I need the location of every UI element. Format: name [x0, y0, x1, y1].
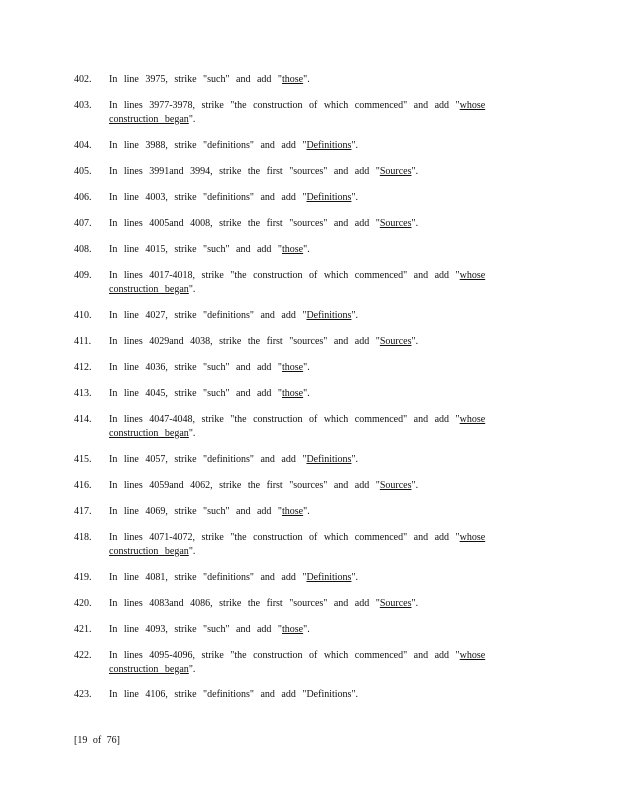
amendment-number: 410.	[74, 310, 92, 321]
amendment-text: In line 4036, strike "such" and add "those".	[109, 362, 310, 373]
amendment-number: 407.	[74, 218, 92, 229]
inserted-text: whose construction began	[109, 650, 486, 675]
inserted-text: whose construction began	[109, 100, 486, 125]
amendment-number: 417.	[74, 506, 92, 517]
amendment-number: 416.	[74, 480, 92, 491]
amendment-number: 421.	[74, 624, 92, 635]
inserted-text: Definitions	[306, 454, 352, 465]
amendment-number: 414.	[74, 414, 92, 425]
amendment-text: In lines 3977-3978, strike "the construction of which commenced" and add "whose construction began".	[109, 100, 486, 125]
inserted-text: Definitions	[306, 192, 352, 203]
amendment-number: 404.	[74, 140, 92, 151]
amendment-text: In line 4015, strike "such" and add "those".	[109, 244, 310, 255]
inserted-text: those	[282, 388, 304, 399]
amendment-text: In line 4093, strike "such" and add "those".	[109, 624, 310, 635]
inserted-text: those	[282, 362, 304, 373]
amendment-number: 402.	[74, 74, 92, 85]
amendment-text: In lines 4005and 4008, strike the first "sources" and add "Sources".	[109, 218, 419, 229]
amendment-number: 413.	[74, 388, 92, 399]
amendment-number: 406.	[74, 192, 92, 203]
inserted-text: Sources	[379, 336, 412, 347]
amendment-text: In line 4069, strike "such" and add "those".	[109, 506, 310, 517]
inserted-text: those	[282, 624, 304, 635]
amendment-number: 422.	[74, 650, 92, 661]
amendment-text: In line 4045, strike "such" and add "those".	[109, 388, 310, 399]
amendment-number: 412.	[74, 362, 92, 373]
amendment-text: In line 4081, strike "definitions" and add "Definitions".	[109, 572, 359, 583]
amendment-number: 420.	[74, 598, 92, 609]
amendment-text: In lines 4095-4096, strike "the construction of which commenced" and add "whose construction began".	[109, 650, 486, 675]
amendment-number: 403.	[74, 100, 92, 111]
amendment-number: 419.	[74, 572, 92, 583]
amendment-number: 409.	[74, 270, 92, 281]
amendment-text: In line 3975, strike "such" and add "those".	[109, 74, 310, 85]
amendment-text: In line 4106, strike "definitions" and add "Definitions".	[109, 689, 359, 700]
inserted-text: Sources	[379, 480, 412, 491]
amendment-number: 418.	[74, 532, 92, 543]
amendment-text: In lines 4059and 4062, strike the first "sources" and add "Sources".	[109, 480, 419, 491]
inserted-text: whose construction began	[109, 414, 486, 439]
inserted-text: whose construction began	[109, 532, 486, 557]
amendment-text: In line 4003, strike "definitions" and add "Definitions".	[109, 192, 359, 203]
inserted-text: whose construction began	[109, 270, 486, 295]
amendment-number: 405.	[74, 166, 92, 177]
amendment-text: In line 4027, strike "definitions" and add "Definitions".	[109, 310, 359, 321]
amendment-text: In lines 4083and 4086, strike the first "sources" and add "Sources".	[109, 598, 419, 609]
amendment-number: 423.	[74, 689, 92, 700]
inserted-text: those	[282, 74, 304, 85]
amendment-number: 408.	[74, 244, 92, 255]
amendment-number: 415.	[74, 454, 92, 465]
page-footer: [19 of 76]	[74, 735, 120, 746]
amendment-text: In lines 4071-4072, strike "the construction of which commenced" and add "whose construction began".	[109, 532, 486, 557]
amendment-text: In line 4057, strike "definitions" and add "Definitions".	[109, 454, 359, 465]
inserted-text: those	[282, 506, 304, 517]
amendment-text: In lines 4047-4048, strike "the construction of which commenced" and add "whose construction began".	[109, 414, 486, 439]
amendment-number: 411.	[74, 336, 92, 347]
inserted-text: Sources	[379, 598, 412, 609]
amendment-text: In lines 3991and 3994, strike the first "sources" and add "Sources".	[109, 166, 419, 177]
inserted-text: Sources	[379, 218, 412, 229]
inserted-text: Definitions	[306, 140, 352, 151]
inserted-text: Definitions	[306, 689, 352, 700]
inserted-text: Sources	[379, 166, 412, 177]
amendment-text: In lines 4017-4018, strike "the construction of which commenced" and add "whose construction began".	[109, 270, 486, 295]
inserted-text: Definitions	[306, 310, 352, 321]
inserted-text: Definitions	[306, 572, 352, 583]
inserted-text: those	[282, 244, 304, 255]
amendment-text: In line 3988, strike "definitions" and add "Definitions".	[109, 140, 359, 151]
amendment-text: In lines 4029and 4038, strike the first "sources" and add "Sources".	[109, 336, 419, 347]
